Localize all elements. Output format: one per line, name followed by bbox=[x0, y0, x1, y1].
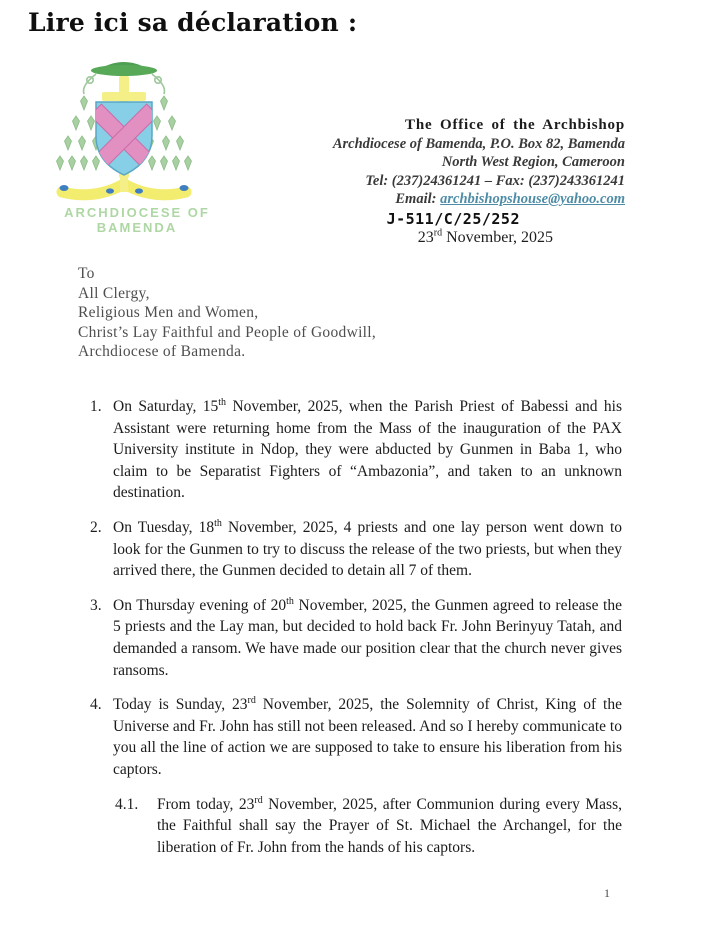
letterhead bbox=[265, 116, 625, 248]
address-line-2: North West Region, Cameroon bbox=[441, 154, 625, 170]
item-text-run: November, 2025, the Solemnity of Christ, King of the Universe and Fr. John has still not been released. And so I hereby communicate to you all the line of action we are supposed to take to ensure his liberation from his captors. bbox=[113, 696, 622, 778]
item-text bbox=[113, 396, 622, 504]
email-label: Email: bbox=[395, 191, 441, 207]
date-month-year: November, 2025 bbox=[442, 229, 553, 246]
item-number: 4.1. bbox=[115, 795, 139, 813]
item-number: 3. bbox=[90, 596, 102, 614]
item-text-run: On Tuesday, 18 bbox=[113, 518, 215, 536]
list-item-3 bbox=[90, 595, 622, 681]
recipient-line: All Clergy, bbox=[78, 284, 150, 302]
email-line bbox=[265, 190, 625, 209]
ordinal-suffix: th bbox=[286, 595, 294, 607]
item-number: 4. bbox=[90, 696, 102, 714]
letter-date bbox=[265, 229, 625, 248]
recipient-line: To bbox=[78, 265, 95, 282]
list-item-4-1 bbox=[115, 794, 622, 859]
tassels-left bbox=[57, 96, 100, 170]
item-text bbox=[113, 595, 622, 681]
item-text bbox=[113, 694, 622, 780]
page-number: 1 bbox=[604, 886, 610, 900]
ordinal-suffix: th bbox=[214, 517, 222, 529]
item-text bbox=[113, 517, 622, 582]
recipients-block bbox=[78, 264, 376, 362]
list-item-4 bbox=[90, 694, 622, 780]
ordinal-suffix: rd bbox=[254, 794, 263, 806]
ordinal-suffix: th bbox=[218, 396, 227, 408]
ribbon bbox=[60, 176, 189, 195]
email-link[interactable]: archbishopshouse@yahoo.com bbox=[440, 191, 625, 207]
item-text-run: November, 2025, the Gunmen agreed to release the 5 priests and the Lay man, but decided to hold back Fr. John Berinyuy Tatah, and demanded a ransom. We have made our position clear that the church never gives ransoms. bbox=[113, 596, 622, 679]
letter-body bbox=[90, 396, 622, 871]
shield bbox=[90, 102, 158, 175]
galero-hat bbox=[91, 62, 157, 76]
item-text-run: Today is Sunday, 23 bbox=[113, 696, 248, 714]
date-ordinal: rd bbox=[433, 227, 443, 239]
list-item-1 bbox=[90, 396, 622, 504]
item-number: 1. bbox=[90, 398, 102, 415]
address-line-1: Archdiocese of Bamenda, P.O. Box 82, Bamenda bbox=[332, 135, 625, 152]
item-text-run: November, 2025, after Communion during every Mass, the Faithful shall say the Prayer of St. Michael the Archangel, for the liberation of Fr. John from the hands of his captors. bbox=[157, 795, 622, 856]
recipient-line: Archdiocese of Bamenda. bbox=[78, 343, 246, 361]
reference-number: J-511/C/25/252 bbox=[386, 209, 520, 228]
page-title: Lire ici sa déclaration : bbox=[28, 8, 358, 37]
item-number: 2. bbox=[90, 518, 102, 536]
item-text-run: November, 2025, 4 priests and one lay person went down to look for the Gunmen to try to discuss the release of the two priests, but when they arrived there, the Gunmen decided to detain all 7 of them. bbox=[113, 518, 622, 580]
item-text-run: From today, 23 bbox=[157, 795, 255, 813]
archdiocese-crest bbox=[38, 58, 210, 204]
crest-caption: ARCHDIOCESE OF BAMENDA bbox=[64, 205, 210, 235]
item-text-run: On Thursday evening of 20 bbox=[113, 596, 287, 614]
coat-of-arms-icon bbox=[38, 58, 210, 204]
office-title: The Office of the Archbishop bbox=[405, 117, 625, 133]
list-item-2 bbox=[90, 517, 622, 582]
date-day: 23 bbox=[417, 229, 434, 246]
ordinal-suffix: rd bbox=[247, 694, 256, 706]
item-text-run: November, 2025, when the Parish Priest of Babessi and his Assistant were returning home from the Mass of the inauguration of the PAX University institute in Ndop, they were abducted by Gunmen in Baba 1, who claim to be Separatist Fighters of “Ambazonia”, and taken to an unknown destination. bbox=[113, 398, 622, 502]
tassels-right bbox=[147, 96, 192, 170]
item-text-run: On Saturday, 15 bbox=[113, 398, 219, 415]
recipient-line: Religious Men and Women, bbox=[78, 304, 259, 322]
recipient-line: Christ’s Lay Faithful and People of Goodwill, bbox=[78, 323, 377, 341]
item-text bbox=[157, 794, 622, 859]
tel-fax-line: Tel: (237)24361241 – Fax: (237)243361241 bbox=[365, 172, 625, 189]
